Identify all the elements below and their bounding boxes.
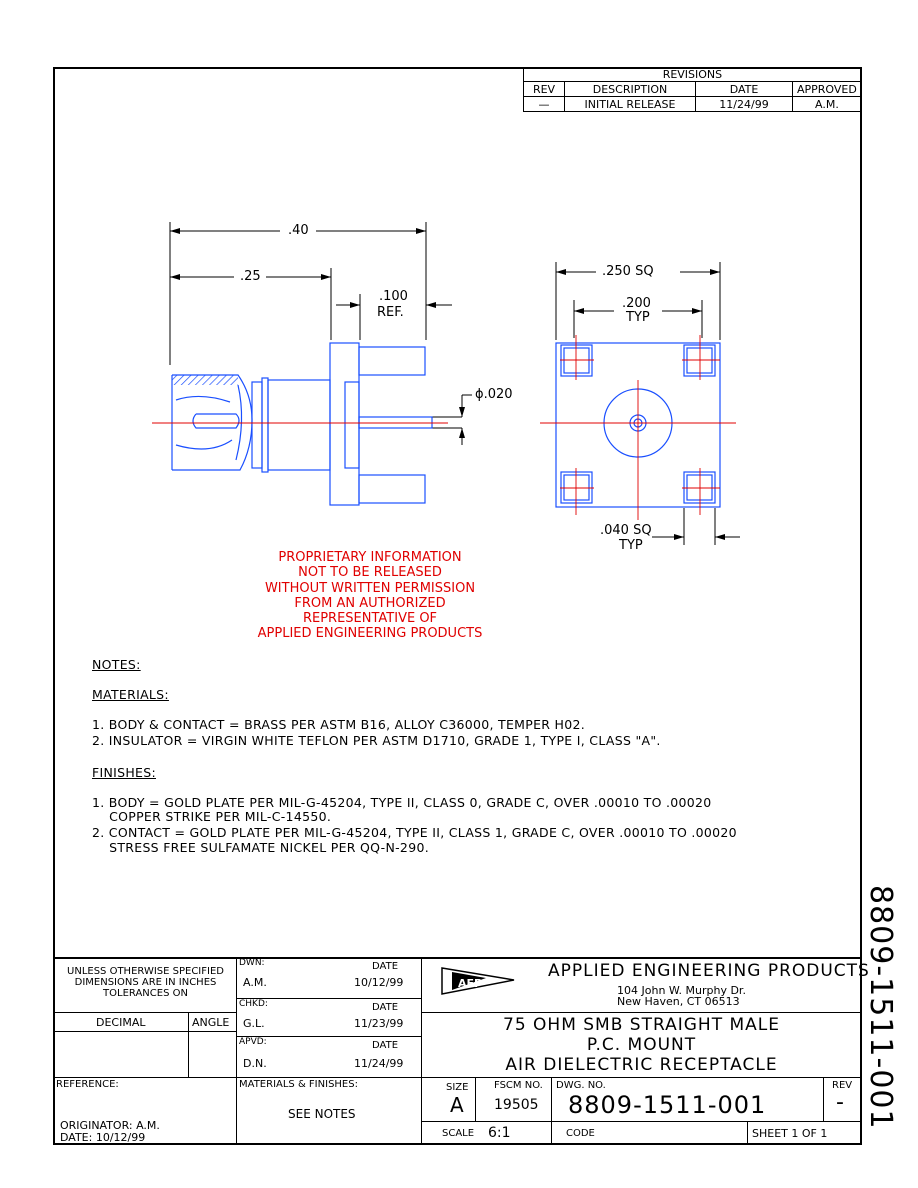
connector-drawing	[0, 0, 918, 560]
dim-25: .25	[240, 269, 261, 284]
date-header: DATE	[696, 82, 793, 97]
apvd-date-label: DATE	[372, 1040, 399, 1051]
title-line: 75 OHM SMB STRAIGHT MALE	[503, 1015, 780, 1035]
dim-100: .100	[379, 289, 408, 304]
finishes-heading: FINISHES:	[92, 765, 156, 780]
tolerance-line: UNLESS OTHERWISE SPECIFIED	[67, 966, 224, 977]
finish-note-1: 1. BODY = GOLD PLATE PER MIL-G-45204, TYPE II, CLASS 0, GRADE C, OVER .00010 TO .00020	[92, 795, 712, 810]
fscm-value: 19505	[494, 1097, 539, 1113]
notice-line: FROM AN AUTHORIZED	[294, 595, 446, 611]
apvd-label: APVD:	[239, 1037, 267, 1047]
dwn-name: A.M.	[243, 976, 267, 989]
materials-heading: MATERIALS:	[92, 687, 169, 702]
proprietary-notice	[230, 550, 510, 642]
dwg-no-label: DWG. NO.	[556, 1080, 606, 1091]
finish-note-1-cont: COPPER STRIKE PER MIL-C-14550.	[92, 809, 332, 824]
originator: ORIGINATOR: A.M.	[60, 1119, 160, 1132]
chkd-label: CHKD:	[239, 999, 268, 1009]
scale-label: SCALE	[442, 1128, 475, 1139]
material-note-2: 2. INSULATOR = VIRGIN WHITE TEFLON PER ASTM D1710, GRADE 1, TYPE I, CLASS "A".	[92, 733, 661, 748]
company-logo	[438, 962, 518, 1002]
chkd-date: 11/23/99	[354, 1017, 404, 1030]
see-notes: SEE NOTES	[288, 1107, 356, 1121]
notice-line: PROPRIETARY INFORMATION	[278, 550, 462, 565]
dwn-date: 10/12/99	[354, 976, 404, 989]
date-cell: 11/24/99	[696, 97, 793, 112]
rev-label: REV	[832, 1080, 853, 1091]
scale-value: 6:1	[488, 1125, 511, 1141]
title-line: AIR DIELECTRIC RECEPTACLE	[505, 1055, 778, 1075]
finish-note-2-cont: STRESS FREE SULFAMATE NICKEL PER QQ-N-290.	[92, 840, 429, 855]
size-label: SIZE	[446, 1082, 469, 1093]
tolerance-line: DIMENSIONS ARE IN INCHES	[74, 977, 217, 988]
drawing-number: 8809-1511-001	[568, 1091, 767, 1119]
company-name: APPLIED ENGINEERING PRODUCTS	[548, 961, 870, 981]
top-centerlines	[540, 335, 736, 520]
description-header: DESCRIPTION	[565, 82, 696, 97]
tolerance-line: TOLERANCES ON	[103, 988, 188, 999]
revisions-title: REVISIONS	[524, 67, 862, 82]
chkd-date-label: DATE	[372, 1002, 399, 1013]
dim-250-sq: .250 SQ	[602, 264, 654, 279]
description-cell: INITIAL RELEASE	[565, 97, 696, 112]
approved-cell: A.M.	[793, 97, 862, 112]
dim-40: .40	[288, 223, 309, 238]
chkd-name: G.L.	[243, 1017, 265, 1030]
notice-line: REPRESENTATIVE OF	[302, 611, 438, 627]
tolerance-note	[58, 966, 233, 999]
finish-note-2: 2. CONTACT = GOLD PLATE PER MIL-G-45204, TYPE II, CLASS 1, GRADE C, OVER .00010 TO .00020	[92, 825, 737, 840]
material-note-1: 1. BODY & CONTACT = BRASS PER ASTM B16, ALLOY C36000, TEMPER H02.	[92, 717, 586, 732]
approved-header: APPROVED	[793, 82, 862, 97]
dim-ref: REF.	[377, 305, 404, 320]
notice-line: WITHOUT WRITTEN PERMISSION	[264, 580, 476, 596]
sheet-label: SHEET 1 OF 1	[752, 1127, 828, 1140]
code-label: CODE	[566, 1128, 595, 1139]
notice-line: APPLIED ENGINEERING PRODUCTS	[257, 626, 483, 642]
side-view	[172, 343, 432, 505]
company-address-2: New Haven, CT 06513	[617, 995, 740, 1008]
dim-typ: TYP	[619, 538, 643, 553]
decimal-label: DECIMAL	[96, 1016, 146, 1029]
fscm-label: FSCM NO.	[494, 1080, 543, 1091]
rev-value: -	[836, 1090, 844, 1115]
materials-finishes-label: MATERIALS & FINISHES:	[239, 1079, 358, 1090]
company-address-1: 104 John W. Murphy Dr.	[617, 984, 746, 997]
notes-heading: NOTES:	[92, 657, 141, 672]
dim-typ: TYP	[626, 310, 650, 325]
svg-text:AEP: AEP	[458, 977, 483, 990]
apvd-name: D.N.	[243, 1057, 267, 1070]
notice-line: NOT TO BE RELEASED	[298, 565, 442, 581]
apvd-date: 11/24/99	[354, 1057, 404, 1070]
dwn-label: DWN:	[239, 958, 265, 968]
title-line: P.C. MOUNT	[586, 1035, 697, 1055]
dim-040-sq: .040 SQ	[600, 523, 652, 538]
drawing-title	[421, 1015, 862, 1075]
reference-label: REFERENCE:	[56, 1079, 119, 1090]
angle-label: ANGLE	[192, 1016, 230, 1029]
dim-diameter: ϕ.020	[475, 387, 513, 402]
rev-cell: —	[524, 97, 565, 112]
side-drawing-number: 8809-1511-001	[863, 885, 898, 1130]
originator-date: DATE: 10/12/99	[60, 1131, 146, 1144]
rev-header: REV	[524, 82, 565, 97]
size-value: A	[450, 1093, 464, 1117]
dim-200: .200	[622, 296, 651, 311]
dwn-date-label: DATE	[372, 961, 399, 972]
